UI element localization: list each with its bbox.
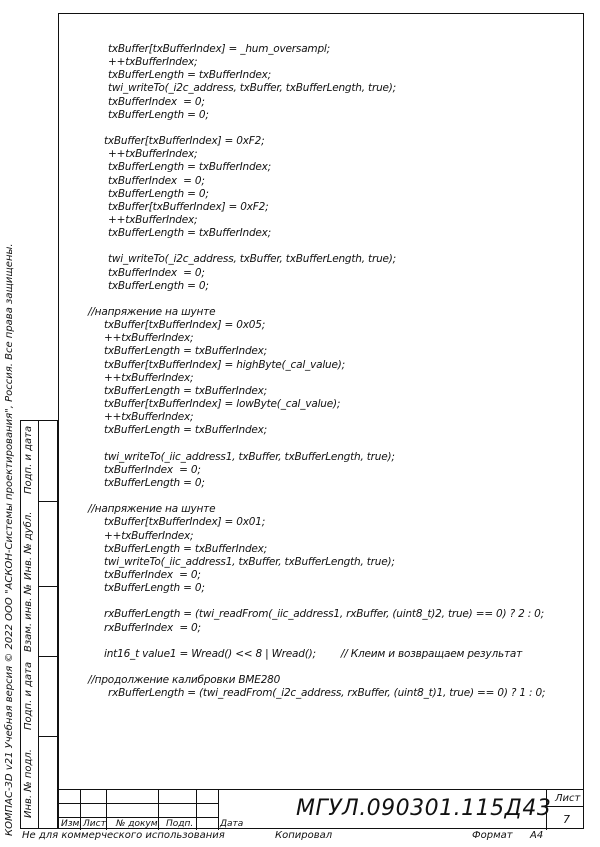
label-podp-data-bottom: Подп. и дата <box>23 661 34 730</box>
hdr-podp: Подп. <box>166 819 194 829</box>
code-line: txBufferLength = txBufferIndex; <box>108 227 272 240</box>
code-line: txBuffer[txBufferIndex] = highByte(_cal_value); <box>104 358 345 371</box>
code-line: twi_writeTo(_iic_address1, txBuffer, txBufferLength, true); <box>104 450 395 463</box>
code-line: twi_writeTo(_iic_address1, txBuffer, txBufferLength, true); <box>104 555 395 568</box>
code-line: twi_writeTo(_i2c_address, txBuffer, txBufferLength, true); <box>108 253 397 266</box>
side-cell-divider <box>39 736 57 737</box>
code-line: //продолжение калибровки BME280 <box>88 674 281 687</box>
code-line: txBufferLength = txBufferIndex; <box>108 161 272 174</box>
label-vzam-inv: Взам. инв. № <box>23 584 34 652</box>
code-line: txBuffer[txBufferIndex] = 0xF2; <box>104 135 265 148</box>
side-cell-divider <box>39 586 57 587</box>
code-line: int16_t value1 = Wread() << 8 | Wread(); // Клеим и возвращаем результат <box>104 647 523 660</box>
code-line: txBufferLength = 0; <box>104 476 205 489</box>
code-line: txBuffer[txBufferIndex] = lowByte(_cal_value); <box>104 398 341 411</box>
hdr-data: Дата <box>220 819 244 829</box>
code-line: txBufferLength = 0; <box>104 582 205 595</box>
code-line: rxBufferLength = (twi_readFrom(_i2c_address, rxBuffer, (uint8_t)1, true) == 0) ? 1 : 0; <box>108 687 546 700</box>
code-line: txBufferLength = txBufferIndex; <box>104 384 268 397</box>
code-line: ++txBufferIndex; <box>108 56 198 69</box>
code-line: txBufferLength = 0; <box>108 279 209 292</box>
code-line: ++txBufferIndex; <box>108 148 198 161</box>
hdr-list: Лист <box>83 819 106 829</box>
code-line: txBuffer[txBufferIndex] = _hum_oversampl; <box>108 43 330 55</box>
code-line: txBuffer[txBufferIndex] = 0xF2; <box>108 200 269 213</box>
title-block <box>58 789 584 829</box>
code-line: //напряжение на шунте <box>88 503 216 516</box>
code-line: txBufferLength = 0; <box>108 108 209 121</box>
code-line: ++txBufferIndex; <box>108 213 198 226</box>
stamp-row <box>58 817 218 818</box>
copyright-notice: КОМПАС-3D v21 Учебная версия © 2022 ООО "АСКОН-Системы проектирования", Россия. Все права защищены. <box>4 243 15 836</box>
sheet-number: 7 <box>563 813 570 826</box>
label-podp-data-top: Подп. и дата <box>23 425 34 494</box>
sheet-label: Лист <box>555 793 581 804</box>
format-label: Формат <box>472 830 513 841</box>
stamp-row <box>546 806 584 807</box>
copied-label: Копировал <box>275 830 333 841</box>
code-line: txBufferIndex = 0; <box>108 174 205 187</box>
code-line: txBufferIndex = 0; <box>104 569 201 581</box>
code-line: txBuffer[txBufferIndex] = 0x01; <box>104 516 266 529</box>
label-inv-podl: Инв. № подл. <box>23 749 34 818</box>
code-line: rxBufferIndex = 0; <box>104 621 201 634</box>
code-line: txBufferIndex = 0; <box>108 95 205 108</box>
stamp-col <box>196 790 197 830</box>
side-cell-divider <box>39 656 57 657</box>
code-line: txBuffer[txBufferIndex] = 0x05; <box>104 319 266 332</box>
side-cell-divider <box>39 501 57 502</box>
code-line: txBufferLength = 0; <box>108 187 209 200</box>
hdr-izm: Изм. <box>61 819 83 829</box>
format-value: A4 <box>530 830 544 841</box>
code-line: txBufferLength = txBufferIndex; <box>104 345 268 358</box>
label-inv-dubl: Инв. № дубл. <box>23 511 34 580</box>
code-line: ++txBufferIndex; <box>104 411 194 424</box>
code-line: rxBufferLength = (twi_readFrom(_iic_address1, rxBuffer, (uint8_t)2, true) == 0) ? 2 : 0; <box>104 608 544 621</box>
stamp-row <box>58 803 218 804</box>
side-strip-inner <box>38 420 58 829</box>
code-line: txBufferLength = txBufferIndex; <box>104 424 268 437</box>
code-line: twi_writeTo(_i2c_address, txBuffer, txBufferLength, true); <box>108 82 397 95</box>
code-line: //напряжение на шунте <box>88 306 216 318</box>
code-line: ++txBufferIndex; <box>104 332 194 345</box>
noncommercial-note: Не для коммерческого использования <box>22 830 225 841</box>
code-line: txBufferIndex = 0; <box>104 463 201 476</box>
code-line: txBufferIndex = 0; <box>108 266 205 279</box>
code-line: ++txBufferIndex; <box>104 529 194 542</box>
hdr-n-dokum: № докум. <box>116 819 161 829</box>
stamp-col <box>218 790 219 830</box>
code-line: ++txBufferIndex; <box>104 371 194 384</box>
document-number: МГУЛ.090301.115Д43 <box>296 796 552 821</box>
code-line: txBufferLength = txBufferIndex; <box>104 542 268 555</box>
stamp-col <box>106 790 107 830</box>
code-line: txBufferLength = txBufferIndex; <box>108 69 272 82</box>
